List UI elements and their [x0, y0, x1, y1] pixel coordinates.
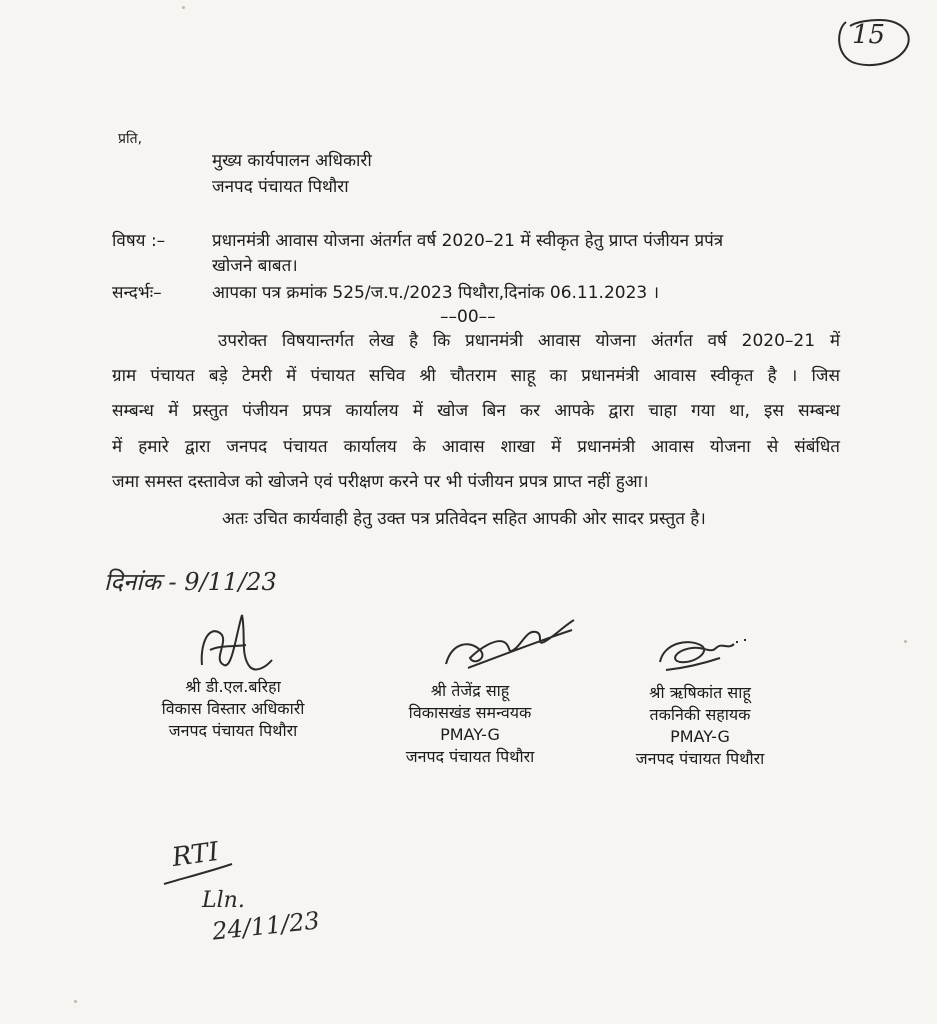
signatory-2-scheme: PMAY-G: [440, 725, 500, 744]
signatory-3-office: जनपद पंचायत पिथौरा: [635, 749, 765, 768]
body-line-3: सम्बन्ध में प्रस्तुत पंजीयन प्रपत्र कार्यालय में खोज बिन कर आपके द्वारा चाहा गया था, इस सम्बन्ध: [112, 401, 840, 421]
body-line-4: में हमारे द्वारा जनपद पंचायत कार्यालय के आवास शाखा में प्रधानमंत्री आवास योजना से संबंधित: [112, 437, 840, 457]
body-line-1: उपरोक्त विषयान्तर्गत लेख है कि प्रधानमंत्री आवास योजना अंतर्गत वर्ष 2020–21 में: [218, 331, 840, 351]
signatory-1-designation: विकास विस्तार अधिकारी: [161, 699, 305, 718]
subject-label: विषय :–: [112, 231, 166, 251]
recipient-line-1: मुख्य कार्यपालन अधिकारी: [212, 151, 372, 171]
page-number: 15: [852, 20, 886, 50]
divider: ––00––: [440, 307, 496, 327]
signatory-2-name: श्री तेजेंद्र साहू: [430, 681, 510, 700]
subject-line-2: खोजने बाबत।: [212, 256, 298, 276]
reference-label: सन्दर्भः–: [112, 283, 162, 303]
subject-line-1: प्रधानमंत्री आवास योजना अंतर्गत वर्ष 2020–21 में स्वीकृत हेतु प्राप्त पंजीयन प्रपंत्र: [212, 231, 724, 251]
signatory-1-office: जनपद पंचायत पिथौरा: [168, 721, 298, 740]
paper-speck: [74, 1000, 77, 1003]
signature-2: [440, 612, 580, 670]
signatory-1-name: श्री डी.एल.बरिहा: [185, 677, 281, 696]
signature-3: [650, 628, 760, 680]
signatory-3: [600, 682, 800, 770]
body-line-5: जमा समस्त दस्तावेज को खोजने एवं परीक्षण करने पर भी पंजीयन प्रपत्र प्राप्त नहीं हुआ।: [112, 472, 649, 492]
annotation-initials: Lln.: [202, 888, 245, 913]
annotation-underline: [160, 862, 240, 888]
signatory-3-name: श्री ऋषिकांत साहू: [649, 683, 751, 702]
body-closing-line: अतः उचित कार्यवाही हेतु उक्त पत्र प्रतिवेदन सहित आपकी ओर सादर प्रस्तुत है।: [222, 509, 706, 529]
handwritten-date: दिनांक - 9/11/23: [104, 568, 277, 596]
signatory-2: [370, 680, 570, 768]
signatory-1: [138, 676, 328, 742]
annotation-date: 24/11/23: [210, 906, 321, 946]
signatory-3-scheme: PMAY-G: [670, 727, 730, 746]
signatory-2-office: जनपद पंचायत पिथौरा: [405, 747, 535, 766]
recipient-line-2: जनपद पंचायत पिथौरा: [212, 177, 349, 197]
paper-speck: [904, 640, 907, 643]
signatory-3-designation: तकनिकी सहायक: [649, 705, 751, 724]
signature-1: [190, 605, 280, 680]
signatory-2-designation: विकासखंड समन्वयक: [408, 703, 532, 722]
paper-speck: [182, 6, 185, 9]
to-marker: प्रति,: [118, 131, 143, 147]
reference-text: आपका पत्र क्रमांक 525/ज.प./2023 पिथौरा,दिनांक 06.11.2023 ।: [212, 283, 660, 303]
body-line-2: ग्राम पंचायत बड़े टेमरी में पंचायत सचिव श्री चौतराम साहू का प्रधानमंत्री आवास स्वीकृत है । जिस: [112, 366, 840, 386]
annotation-rti: RTI: [170, 836, 221, 874]
